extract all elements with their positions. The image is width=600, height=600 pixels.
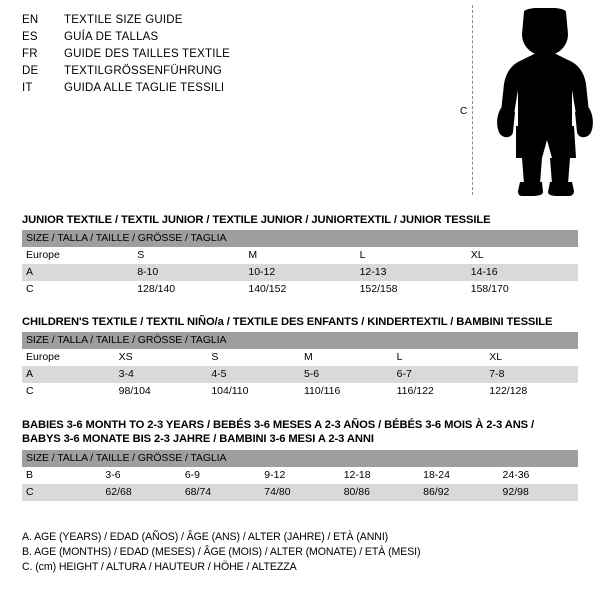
language-title-de: TEXTILGRÖSSENFÜHRUNG <box>64 65 222 77</box>
children-table-header-row <box>22 332 578 349</box>
junior-c-l: 152/158 <box>356 281 467 298</box>
section-babies <box>22 418 578 501</box>
section-babies-title-line1: BABIES 3-6 MONTH TO 2-3 YEARS / BEBÉS 3-6 MESES A 2-3 AÑOS / BÉBÉS 3-6 MOIS À 2-3 ANS / <box>22 419 535 431</box>
section-junior-title: JUNIOR TEXTILE / TEXTIL JUNIOR / TEXTILE JUNIOR / JUNIORTEXTIL / JUNIOR TESSILE <box>22 214 491 226</box>
measure-label-c: C <box>460 106 468 117</box>
language-title-it: GUIDA ALLE TAGLIE TESSILI <box>64 82 225 94</box>
language-code-it: IT <box>22 82 33 94</box>
legend-line-c: C. (cm) HEIGHT / ALTURA / HAUTEUR / HÖHE / ALTEZZA <box>22 561 297 573</box>
junior-a-m: 10-12 <box>244 264 355 281</box>
junior-a-xl: 14-16 <box>467 264 578 281</box>
toddler-silhouette-icon <box>490 8 600 198</box>
table-row <box>22 349 578 366</box>
babies-size-table <box>22 450 578 501</box>
table-row <box>22 467 578 484</box>
babies-b-6-9: 6-9 <box>181 467 260 484</box>
babies-c-6-9: 68/74 <box>181 484 260 501</box>
language-code-fr: FR <box>22 48 38 60</box>
table-row <box>22 264 578 281</box>
language-title-block <box>22 12 442 97</box>
children-a-l: 6-7 <box>393 366 486 383</box>
babies-c-24-36: 92/98 <box>499 484 578 501</box>
junior-size-table <box>22 230 578 298</box>
children-c-m: 110/116 <box>300 383 393 400</box>
babies-c-18-24: 86/92 <box>419 484 498 501</box>
junior-header-label: SIZE / TALLA / TAILLE / GRÖSSE / TAGLIA <box>22 230 578 247</box>
children-row-a-label: A <box>22 366 115 383</box>
babies-b-18-24: 18-24 <box>419 467 498 484</box>
language-row-it <box>22 80 442 96</box>
junior-row-c-label: C <box>22 281 133 298</box>
table-row <box>22 383 578 400</box>
section-junior <box>22 214 578 298</box>
junior-c-xl: 158/170 <box>467 281 578 298</box>
children-a-xs: 3-4 <box>115 366 208 383</box>
legend-block <box>22 530 578 575</box>
junior-table-header-row <box>22 230 578 247</box>
language-code-en: EN <box>22 14 39 26</box>
junior-row-a-label: A <box>22 264 133 281</box>
section-babies-title-line2: BABYS 3-6 MONATE BIS 2-3 JAHRE / BAMBINI 3-6 MESI A 2-3 ANNI <box>22 433 374 445</box>
children-europe-xs: XS <box>115 349 208 366</box>
table-row <box>22 484 578 501</box>
babies-table-header-row <box>22 450 578 467</box>
language-code-es: ES <box>22 31 38 43</box>
babies-row-c-label: C <box>22 484 101 501</box>
children-c-s: 104/110 <box>207 383 300 400</box>
children-c-l: 116/122 <box>393 383 486 400</box>
children-europe-l: L <box>393 349 486 366</box>
junior-c-m: 140/152 <box>244 281 355 298</box>
babies-row-b-label: B <box>22 467 101 484</box>
children-a-s: 4-5 <box>207 366 300 383</box>
legend-line-b: B. AGE (MONTHS) / EDAD (MESES) / ÂGE (MOIS) / ALTER (MONATE) / ETÀ (MESI) <box>22 546 421 558</box>
legend-line-a: A. AGE (YEARS) / EDAD (AÑOS) / ÂGE (ANS) / ALTER (JAHRE) / ETÀ (ANNI) <box>22 531 389 543</box>
babies-b-9-12: 9-12 <box>260 467 339 484</box>
babies-header-label: SIZE / TALLA / TAILLE / GRÖSSE / TAGLIA <box>22 450 578 467</box>
language-title-en: TEXTILE SIZE GUIDE <box>64 14 183 26</box>
babies-c-9-12: 74/80 <box>260 484 339 501</box>
children-row-c-label: C <box>22 383 115 400</box>
junior-a-l: 12-13 <box>356 264 467 281</box>
babies-b-24-36: 24-36 <box>499 467 578 484</box>
language-row-es <box>22 29 442 45</box>
table-row <box>22 247 578 264</box>
children-header-label: SIZE / TALLA / TAILLE / GRÖSSE / TAGLIA <box>22 332 578 349</box>
section-children <box>22 316 578 400</box>
babies-b-3-6: 3-6 <box>101 467 180 484</box>
junior-europe-s: S <box>133 247 244 264</box>
measurement-figure <box>450 0 600 205</box>
junior-row-europe-label: Europe <box>22 247 133 264</box>
junior-europe-m: M <box>244 247 355 264</box>
children-c-xs: 98/104 <box>115 383 208 400</box>
junior-a-s: 8-10 <box>133 264 244 281</box>
children-row-europe-label: Europe <box>22 349 115 366</box>
babies-b-12-18: 12-18 <box>340 467 419 484</box>
language-title-fr: GUIDE DES TAILLES TEXTILE <box>64 48 231 60</box>
height-measure-line <box>472 5 473 195</box>
section-children-title: CHILDREN'S TEXTILE / TEXTIL NIÑO/а / TEXTILE DES ENFANTS / KINDERTEXTIL / BAMBINI TESSILE <box>22 316 553 328</box>
children-a-xl: 7-8 <box>485 366 578 383</box>
language-code-de: DE <box>22 65 39 77</box>
junior-europe-l: L <box>356 247 467 264</box>
children-c-xl: 122/128 <box>485 383 578 400</box>
children-a-m: 5-6 <box>300 366 393 383</box>
babies-c-12-18: 80/86 <box>340 484 419 501</box>
language-row-en <box>22 12 442 28</box>
language-row-fr <box>22 46 442 62</box>
children-europe-xl: XL <box>485 349 578 366</box>
language-title-es: GUÍA DE TALLAS <box>64 31 159 43</box>
children-europe-s: S <box>207 349 300 366</box>
junior-c-s: 128/140 <box>133 281 244 298</box>
babies-c-3-6: 62/68 <box>101 484 180 501</box>
children-size-table <box>22 332 578 400</box>
junior-europe-xl: XL <box>467 247 578 264</box>
children-europe-m: M <box>300 349 393 366</box>
language-row-de <box>22 63 442 79</box>
table-row <box>22 366 578 383</box>
table-row <box>22 281 578 298</box>
